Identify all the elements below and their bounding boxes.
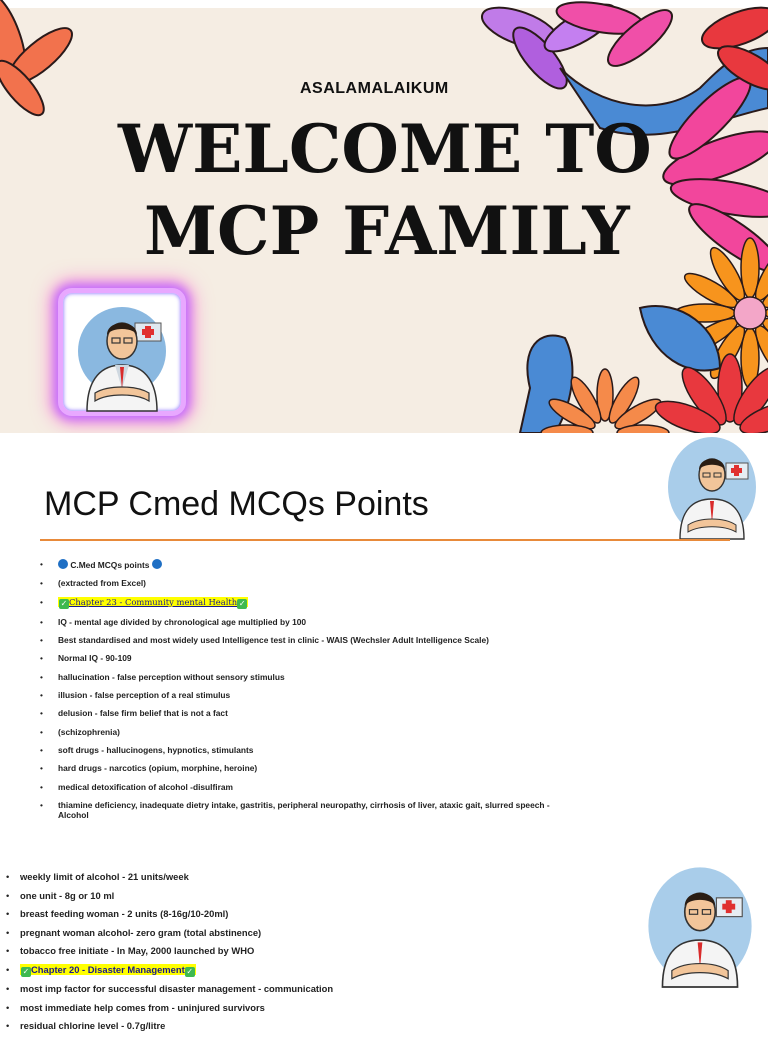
chapter-highlight [20, 964, 196, 975]
greeting-text: ASALAMALAIKUM [300, 80, 449, 97]
doctor-avatar-icon [63, 293, 181, 411]
check-icon: ✓ [238, 598, 246, 608]
check-icon: ✓ [22, 966, 30, 976]
list-item: • thiamine deficiency, inadequate dietry intake, gastritis, peripheral neuropathy, cirrhosis of liver, ataxic gait, slurred speech - Alcohol [40, 800, 560, 820]
list-item: • most imp factor for successful disaster management - communication [6, 983, 566, 995]
list-item-chapter [6, 964, 566, 977]
list-item: • soft drugs - hallucinogens, hypnotics, stimulants [40, 745, 560, 755]
alcohol-points-list [6, 871, 566, 1039]
list-item-text: C.Med MCQs points [70, 560, 150, 570]
list-item: • hallucination - false perception without sensory stimulus [40, 672, 560, 682]
welcome-title [118, 108, 678, 272]
list-item [40, 559, 560, 570]
doctor-avatar-icon [646, 865, 754, 987]
list-item: • breast feeding woman - 2 units (8-16g/10-20ml) [6, 908, 566, 920]
welcome-title-line2: MCP FAMILY [144, 192, 630, 270]
list-item: • weekly limit of alcohol - 21 units/week [6, 871, 566, 883]
doctor-avatar-icon [666, 435, 758, 539]
slide-title: MCP Cmed MCQs Points [44, 485, 429, 523]
doctor-avatar-frame [58, 288, 186, 416]
list-item: • pregnant woman alcohol- zero gram (total abstinence) [6, 927, 566, 939]
list-item: • (extracted from Excel) [40, 578, 560, 588]
list-item: • most immediate help comes from - uninjured survivors [6, 1002, 566, 1014]
list-item: • tobacco free initiate - In May, 2000 launched by WHO [6, 945, 566, 957]
list-item: • delusion - false firm belief that is not a fact [40, 708, 560, 718]
title-underline [40, 539, 730, 541]
alcohol-disaster-slide [0, 843, 768, 1031]
purple-flower [477, 0, 680, 96]
list-item: • medical detoxification of alcohol -disulfiram [40, 782, 560, 792]
list-item-chapter [40, 597, 560, 609]
welcome-title-line1: WELCOME TO [118, 110, 652, 188]
list-item: • Normal IQ - 90-109 [40, 653, 560, 663]
blue-circle-icon [152, 559, 162, 569]
list-item: • one unit - 8g or 10 ml [6, 890, 566, 902]
cmed-points-slide [0, 433, 768, 843]
list-item: • residual chlorine level - 0.7g/litre [6, 1020, 566, 1032]
list-item: • IQ - mental age divided by chronological age multiplied by 100 [40, 617, 560, 627]
list-item: • Best standardised and most widely used Intelligence test in clinic - WAIS (Wechsler Adult Intelligence Scale) [40, 635, 560, 645]
doctor-avatar-round [666, 435, 758, 539]
orange-flower-top-left [0, 0, 80, 122]
doctor-avatar-round [646, 865, 754, 987]
cmed-points-list [40, 559, 560, 828]
list-item: • hard drugs - narcotics (opium, morphine, heroine) [40, 763, 560, 773]
blue-circle-icon [58, 559, 68, 569]
chapter-title: Chapter 20 - Disaster Management [31, 963, 185, 975]
check-icon: ✓ [60, 598, 68, 608]
list-item: • (schizophrenia) [40, 727, 560, 737]
welcome-slide [0, 8, 768, 433]
list-item: • illusion - false perception of a real stimulus [40, 690, 560, 700]
check-icon: ✓ [186, 966, 194, 976]
chapter-highlight [58, 597, 248, 607]
chapter-title: Chapter 23 - Community mental Health [69, 596, 238, 607]
